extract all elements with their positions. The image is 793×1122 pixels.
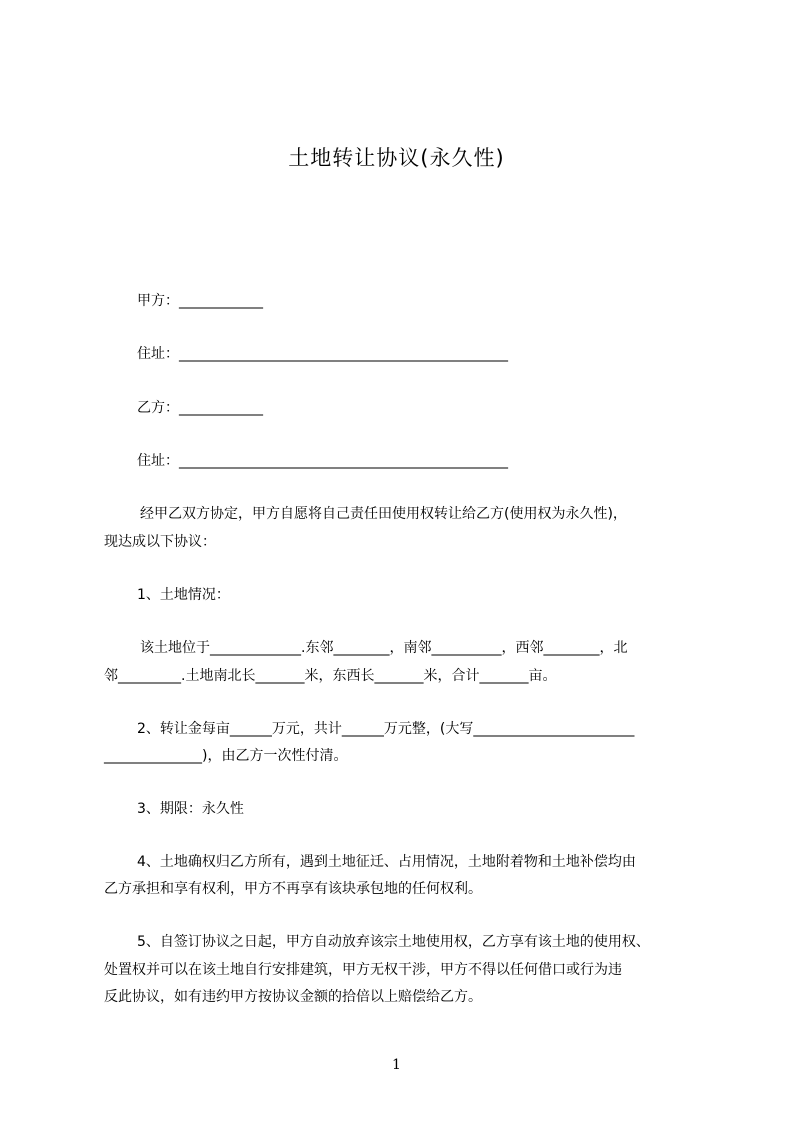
party-b-line: 乙方：____________ (137, 400, 263, 416)
party-a-address-line: 住址：_______________________________________________ (137, 346, 508, 362)
clause-1-heading: 1、土地情况： (137, 587, 230, 603)
preamble-line-1: 经甲乙双方协定，甲方自愿将自己责任田使用权转让给乙方(使用权为永久性)， (140, 506, 627, 522)
party-a-line: 甲方：____________ (137, 293, 263, 309)
clause-2-line-2: ______________)，由乙方一次性付清。 (104, 748, 348, 764)
clause-4-line-1: 4、土地确权归乙方所有，遇到土地征迁、占用情况，土地附着物和土地补偿均由 (137, 854, 636, 870)
page-number: 1 (392, 1057, 401, 1073)
clause-5-line-1: 5、自签订协议之日起，甲方自动放弃该宗土地使用权，乙方享有该土地的使用权、 (137, 934, 650, 950)
preamble-line-2: 现达成以下协议： (104, 534, 216, 550)
clause-2-line-1: 2、转让金每亩______万元，共计______万元整，(大写_______________________ (137, 721, 635, 737)
clause-4-line-2: 乙方承担和享有权利，甲方不再享有该块承包地的任何权利。 (104, 881, 482, 897)
clause-3-line: 3、期限：永久性 (137, 801, 244, 817)
clause-1-text-line-1: 该土地位于_____________.东邻________，南邻__________，西邻________，北 (140, 640, 628, 656)
document-title: 土地转让协议(永久性) (288, 146, 505, 170)
clause-5-line-3: 反此协议，如有违约甲方按协议金额的拾倍以上赔偿给乙方。 (104, 989, 482, 1005)
clause-5-line-2: 处置权并可以在该土地自行安排建筑，甲方无权干涉，甲方不得以任何借口或行为违 (104, 962, 622, 978)
party-b-address-line: 住址：_______________________________________________ (137, 453, 508, 469)
clause-1-text-line-2: 邻_________.土地南北长_______米，东西长_______米，合计_______亩。 (104, 668, 557, 684)
